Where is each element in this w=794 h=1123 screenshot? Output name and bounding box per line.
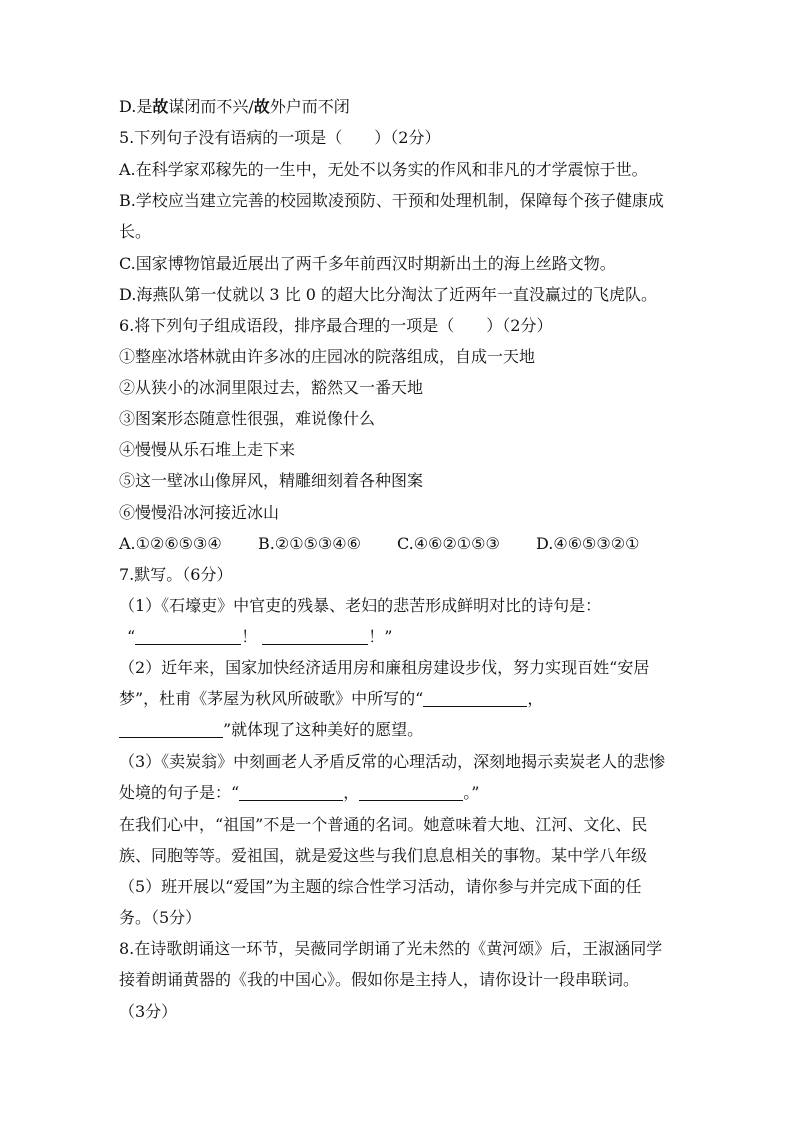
q7-part3-line2: [119, 783, 679, 803]
q7-stem: 7.默写。（6分）: [119, 565, 233, 584]
q7-part2-line1: （2）近年来，国家加快经济适用房和廉租房建设步伐，努力实现百姓“安居: [119, 658, 650, 677]
q8-line2: 接着朗诵黄器的《我的中国心》。假如你是主持人，请你设计一段串联词。: [119, 970, 640, 989]
q7-p3-comma: ，: [343, 783, 360, 802]
q5-option-d: D.海燕队第一仗就以 3 比 0 的超大比分淘汰了近两年一直没赢过的飞虎队。: [119, 285, 658, 304]
q7-p3-text: 处境的句子是：“: [119, 783, 240, 802]
q7-part1: （1）《石壕吏》中官吏的残暴、老妇的悲苦形成鲜明对比的诗句是：: [119, 596, 602, 615]
q7-p2-blank-1[interactable]: [423, 690, 527, 707]
activity-paragraph-line2: 族、同胞等等。爱祖国，就是爱这些与我们息息相关的事物。某中学八年级: [119, 846, 648, 865]
q7-p2-end-text: ”就体现了这种美好的愿望。: [223, 720, 424, 739]
q4-option-d: [119, 97, 679, 117]
q7-p1-close-quote: ！”: [368, 627, 393, 646]
q7-part1-blanks: [127, 627, 687, 647]
q7-p3-end-quote: 。”: [463, 783, 480, 802]
q6-option-d: D.④⑥⑤③②①: [536, 534, 640, 553]
q7-part2-line3: [119, 720, 679, 740]
q7-p1-open-quote: “: [127, 627, 136, 646]
q7-p3-blank-2[interactable]: [359, 784, 463, 801]
q5-option-c: C.国家博物馆最近展出了两千多年前西汉时期新出土的海上丝路文物。: [119, 254, 616, 273]
q7-part3-line1: （3）《卖炭翁》中刻画老人矛盾反常的心理活动，深刻地揭示卖炭老人的悲惨: [119, 752, 666, 771]
q8-line3: （3分）: [119, 1002, 178, 1021]
q5-stem: 5.下列句子没有语病的一项是（ ）（2分）: [119, 128, 441, 147]
q7-p2-text: 梦”，杜甫《茅屋为秋风所破歌》中所写的“: [119, 689, 424, 708]
q7-p1-blank-2[interactable]: [262, 628, 368, 645]
q7-p1-separator: ！: [241, 627, 258, 646]
q4-d-middle: 谋闭而不兴/: [168, 97, 254, 116]
q6-item-2: ②从狭小的冰洞里限过去，豁然又一番天地: [119, 378, 424, 397]
q5-option-a: A.在科学家邓稼先的一生中，无处不以务实的作风和非凡的才学震惊于世。: [119, 160, 648, 179]
q4-d-bold-2: 故: [253, 97, 270, 116]
q4-d-end: 外户而不闭: [269, 97, 350, 116]
q8-line1: 8.在诗歌朗诵这一环节，吴薇同学朗诵了光未然的《黄河颂》后，王淑涵同学: [119, 939, 663, 958]
q7-part2-line2: [119, 689, 679, 709]
q6-option-a: A.①②⑥⑤③④: [119, 534, 222, 553]
q4-d-prefix: D.是: [119, 97, 153, 116]
q6-option-b: B.②①⑤③④⑥: [258, 534, 361, 553]
q5-option-b-line2: 长。: [119, 222, 152, 241]
activity-paragraph-line1: 在我们心中，“祖国”不是一个普通的名词。她意味着大地、江河、文化、民: [119, 815, 648, 834]
q4-d-bold-1: 故: [152, 97, 169, 116]
activity-paragraph-line3: （5）班开展以“爱国”为主题的综合性学习活动，请你参与并完成下面的任: [119, 877, 642, 896]
q7-p2-comma: ，: [527, 689, 544, 708]
q6-options: [119, 534, 679, 554]
q6-stem: 6.将下列句子组成语段，排序最合理的一项是（ ）（2分）: [119, 316, 553, 335]
q6-option-c: C.④⑥②①⑤③: [397, 534, 500, 553]
q6-item-5: ⑤这一壁冰山像屏风，精雕细刻着各种图案: [119, 471, 424, 490]
q7-p2-blank-2[interactable]: [119, 721, 223, 738]
activity-paragraph-line4: 务。（5分）: [119, 908, 202, 927]
q6-item-4: ④慢慢从乐石堆上走下来: [119, 440, 296, 459]
q7-p3-blank-1[interactable]: [239, 784, 343, 801]
q5-option-b-line1: B.学校应当建立完善的校园欺凌预防、干预和处理机制，保障每个孩子健康成: [119, 191, 664, 210]
q6-item-3: ③图案形态随意性很强，难说像什么: [119, 409, 376, 428]
q6-item-1: ①整座冰塔林就由许多冰的庄园冰的院落组成，自成一天地: [119, 347, 536, 366]
q6-item-6: ⑥慢慢沿冰河接近冰山: [119, 503, 280, 522]
q7-p1-blank-1[interactable]: [135, 628, 241, 645]
